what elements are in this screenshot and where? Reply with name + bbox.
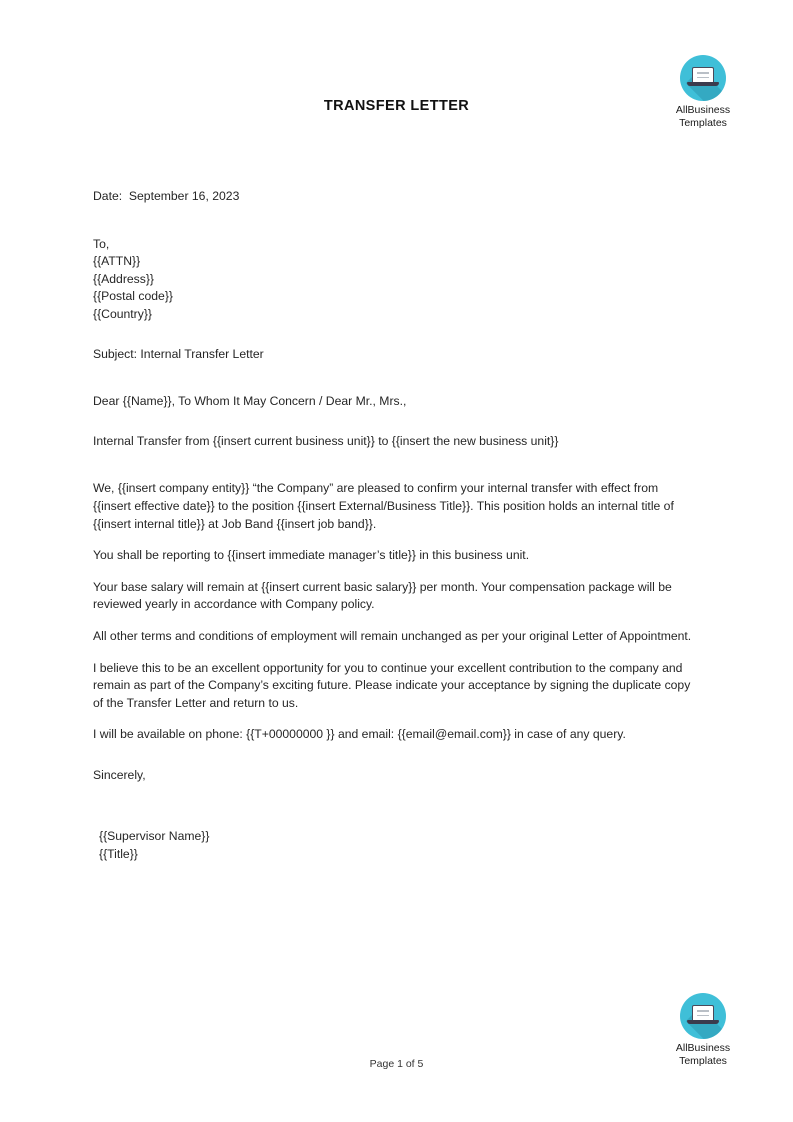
recipient-postal-code: {{Postal code}}: [93, 289, 173, 304]
signature-title: {{Title}}: [99, 847, 138, 862]
brand-name-line-1: AllBusiness: [675, 104, 731, 116]
screen-line-2: [697, 1015, 709, 1017]
spacer: [93, 814, 699, 828]
date-line: Date: September 16, 2023: [93, 189, 240, 203]
recipient-country: {{Country}}: [93, 306, 152, 321]
page-title: TRANSFER LETTER: [323, 98, 470, 114]
body-paragraph-1: We, {{insert company entity}} “the Company” are pleased to confirm your internal transfer with effect from {{insert effective date}} to the position {{insert External/Business Title}}. This position holds an internal title of {{insert internal title}} at Job Band {{insert job band}}.: [93, 481, 674, 531]
brand-name-line-1: AllBusiness: [675, 1042, 731, 1054]
spacer: [93, 363, 699, 393]
page-indicator: Page 1 of 5: [369, 1058, 424, 1070]
body-paragraph-6: I will be available on phone: {{T+00000000 }} and email: {{email@email.com}} in case of any query.: [93, 727, 626, 742]
salutation-line: Dear {{Name}}, To Whom It May Concern / Dear Mr., Mrs.,: [93, 394, 407, 409]
recipient-attn: {{ATTN}}: [93, 254, 141, 269]
spacer: [93, 450, 699, 480]
recipient-to-label: To,: [93, 236, 110, 251]
screen-line-2: [697, 77, 709, 79]
laptop-screen-icon: [692, 67, 714, 82]
letter-body: [93, 188, 699, 864]
signature-name: {{Supervisor Name}}: [99, 829, 210, 844]
body-paragraph-4: All other terms and conditions of employment will remain unchanged as per your original Letter of Appointment.: [93, 628, 692, 643]
laptop-icon: [680, 993, 726, 1039]
signature-block: [93, 828, 699, 863]
brand-logo-header: [655, 55, 751, 129]
laptop-base-icon: [687, 82, 719, 86]
spacer: [93, 206, 699, 236]
laptop-screen-icon: [692, 1005, 714, 1020]
reference-line: Internal Transfer from {{insert current business unit}} to {{insert the new business unit}}: [93, 433, 559, 448]
body-paragraph-2: You shall be reporting to {{insert immediate manager’s title}} in this business unit.: [93, 548, 530, 563]
body-paragraph-3: Your base salary will remain at {{insert current basic salary}} per month. Your compensation package will be reviewed yearly in accordance with Company policy.: [93, 579, 672, 612]
spacer: [93, 758, 699, 767]
spacer: [93, 784, 699, 814]
brand-name-line-2: Templates: [679, 1054, 727, 1067]
brand-name-line-2: Templates: [679, 116, 727, 129]
subject-line: Subject: Internal Transfer Letter: [93, 346, 264, 361]
screen-line-1: [697, 72, 709, 74]
brand-logo-footer: [655, 993, 751, 1067]
laptop-icon: [680, 55, 726, 101]
recipient-address: {{Address}}: [93, 271, 154, 286]
spacer: [93, 324, 699, 346]
closing-line: Sincerely,: [93, 767, 146, 782]
body-paragraph-5: I believe this to be an excellent opportunity for you to continue your excellent contribution to the company and remain as part of the Company’s exciting future. Please indicate your acceptance by signing the duplicate copy of the Transfer Letter and return to us.: [93, 660, 691, 710]
screen-line-1: [697, 1010, 709, 1012]
laptop-base-icon: [687, 1020, 719, 1024]
spacer: [93, 411, 699, 433]
